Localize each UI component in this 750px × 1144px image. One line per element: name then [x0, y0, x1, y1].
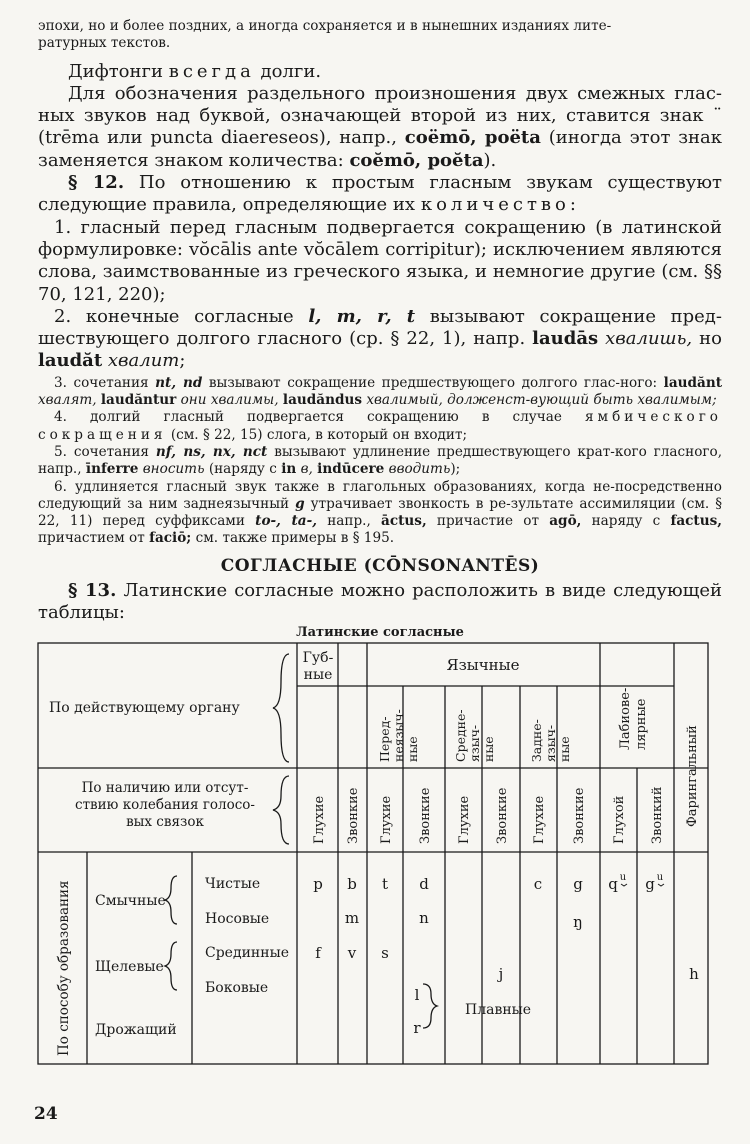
- text: но: [699, 328, 722, 350]
- header-by-manner: По способу образования: [56, 880, 72, 1057]
- paragraph-continued: [38, 18, 722, 53]
- latin-word: īnferre: [85, 461, 139, 478]
- text: (см. § 22, 15) слога, в который он входит;: [170, 426, 468, 443]
- text: :: [569, 194, 576, 216]
- text-line: ратурных текстов.: [38, 35, 171, 52]
- header-front-lingual: ные: [405, 736, 420, 763]
- paragraph-trema: [38, 83, 722, 172]
- text: (наряду с: [208, 461, 277, 478]
- voiced-label: Звонкие: [346, 787, 361, 845]
- consonant-cell: l: [414, 986, 420, 1005]
- consonant-superscript: u: [619, 872, 627, 884]
- consonant-table: [37, 642, 709, 1066]
- voicing-labels: [312, 787, 665, 844]
- header-voicing: вых связок: [126, 814, 204, 831]
- latin-word: agō,: [549, 513, 582, 530]
- latin-word: laudās: [532, 328, 599, 350]
- consonant-cell: v: [347, 944, 357, 963]
- text: );: [450, 461, 461, 478]
- text: 5. сочетания: [54, 443, 149, 460]
- consonant-cell: r: [413, 1019, 421, 1038]
- section-number: § 12.: [68, 172, 125, 194]
- header-front-lingual: Перед-: [377, 716, 392, 763]
- row-stops: Смычные: [95, 893, 166, 910]
- text: Дифтонги: [68, 60, 163, 82]
- consonant-cell: h: [689, 965, 699, 984]
- consonant-cell: s: [381, 944, 389, 963]
- header-labiovelar: лярные: [634, 698, 649, 751]
- voiced-label: Звонкие: [418, 787, 433, 845]
- voiceless-label: Глухие: [312, 796, 327, 845]
- consonant-cell: c: [533, 875, 543, 894]
- text: ;: [179, 350, 186, 372]
- rule-2: [38, 306, 722, 373]
- consonant-cell: d: [419, 875, 429, 894]
- gloss: вводить: [388, 461, 451, 478]
- latin-word: coĕmō, poĕta: [349, 149, 484, 171]
- latin-word: indūcere: [317, 461, 385, 478]
- header-labiovelar: [618, 688, 649, 750]
- voiced-label: Звонкий: [650, 786, 665, 845]
- page-number: 24: [34, 1104, 58, 1124]
- letters: nf, ns, nx, nct: [155, 443, 268, 460]
- text: вызывают сокращение пред-шествующего долгого гласного (ср. § 22, 1), напр.: [38, 305, 722, 350]
- spaced-word: всегда: [168, 60, 255, 82]
- header-mid-lingual: ные: [481, 736, 496, 763]
- text: см. также примеры в § 195.: [195, 530, 395, 547]
- consonant-cell: m: [344, 909, 360, 928]
- text: Латинские согласные можно расположить в виде следующей таблицы:: [38, 579, 723, 624]
- letters: nt, nd: [155, 374, 203, 391]
- text: 4. долгий гласный подвергается сокращению в случае: [54, 409, 562, 426]
- paragraph-section-12: [38, 172, 722, 217]
- gloss: вносить: [142, 461, 205, 478]
- header-by-organ: По действующему органу: [49, 700, 240, 717]
- rule-4: [38, 409, 722, 444]
- gloss: хвалимый, долженст-вующий быть хвалимым;: [366, 392, 717, 409]
- gloss: хвалят,: [38, 392, 97, 409]
- section-number: § 13.: [68, 579, 117, 601]
- text: вызывают удлинение предшествующего крат-кого гласного, напр.,: [38, 443, 723, 478]
- text: По отношению к простым гласным звукам существуют следующие правила, определяющие их: [38, 172, 722, 216]
- header-mid-lingual: [453, 710, 496, 763]
- latin-word: laudăntur: [100, 392, 177, 409]
- text: причастием от: [38, 530, 145, 547]
- text: 2. конечные согласные: [54, 305, 294, 327]
- text: утрачивает звонкость в ре-зультате ассимиляции (см. § 22, 11) перед суффиксами: [38, 495, 722, 530]
- header-voicing: ствию колебания голосо-: [75, 797, 255, 814]
- letters: g: [295, 495, 305, 512]
- gloss: хвалит: [107, 350, 180, 372]
- row-median: Срединные: [205, 945, 289, 962]
- text: 3. сочетания: [54, 374, 149, 391]
- voiced-label: Звонкие: [572, 787, 587, 845]
- header-mid-lingual: языч-: [467, 725, 482, 763]
- row-fricatives: Щелевые: [95, 959, 164, 976]
- text: наряду с: [591, 513, 661, 530]
- voiceless-label: Глухие: [379, 796, 394, 845]
- paragraph-diphthongs: [38, 61, 722, 83]
- latin-word: coëmō, poëta: [404, 127, 541, 149]
- latin-word: factus,: [670, 513, 722, 530]
- text: причастие от: [436, 513, 540, 530]
- text: вызывают сокращение предшествующего долгого глас-ного:: [208, 374, 658, 391]
- spaced-word: количество: [420, 194, 570, 216]
- spaced-word: ямбического сокращения: [38, 409, 722, 443]
- voiceless-label: Глухие: [532, 796, 547, 845]
- header-back-lingual: ные: [557, 736, 572, 763]
- row-trill: Дрожащий: [95, 1022, 177, 1039]
- text: ).: [483, 149, 497, 171]
- section-heading: СОГЛАСНЫЕ (CŌNSONANTĒS): [220, 555, 540, 576]
- text: (иногда этот знак заменяется знаком количества:: [38, 127, 722, 171]
- header-back-lingual: [529, 719, 572, 762]
- voiceless-label: Глухой: [612, 795, 627, 845]
- header-labial: Губ-: [302, 650, 334, 667]
- header-front-lingual: неязыч-: [391, 709, 406, 763]
- table-caption: Латинские согласные: [296, 625, 464, 641]
- rule-5: [38, 444, 722, 479]
- header-voicing: По наличию или отсут-: [81, 780, 249, 797]
- row-lateral: Боковые: [205, 980, 269, 997]
- letters: l, m, r, t: [308, 305, 416, 327]
- rule-6: [38, 479, 722, 548]
- text: Для обозначения раздельного произношения двух смежных глас-ных звуков над буквой, означающей второй из них, ставится знак ¨ (trēma или puncta diaereseos), напр.,: [38, 82, 722, 149]
- row-nasal: Носовые: [205, 911, 270, 928]
- consonant-cell: n: [419, 909, 429, 928]
- voiceless-label: Глухие: [457, 796, 472, 845]
- text-line: эпохи, но и более поздних, а иногда сохраняется и в нынешних изданиях лите-: [38, 18, 612, 34]
- consonant-cell: f: [315, 944, 321, 963]
- consonant-cell: t: [381, 875, 389, 894]
- page: [38, 18, 722, 1066]
- text: 6. удлиняется гласный звук также в глагольных образованиях, когда не-посредственно следующий за ним заднеязычный: [38, 478, 722, 512]
- consonant-cell: j: [498, 965, 504, 984]
- rule-1: 1. гласный перед гласным подвергается сокращению (в латинской формулировке: vŏcālis ante vŏcālem corripitur); исключением являются слова, заимствованные из греческого языка, и немногие другие (см. §§ 70, 121, 220);: [38, 216, 722, 305]
- header-lingual: Язычные: [446, 656, 520, 675]
- header-labiovelar: Лабиове-: [618, 687, 633, 751]
- latin-word: faciō;: [149, 530, 192, 547]
- header-back-lingual: языч-: [543, 725, 558, 763]
- row-pure: Чистые: [205, 876, 261, 893]
- latin-word: laudăt: [38, 350, 103, 372]
- text: напр.,: [327, 513, 371, 530]
- text: долги.: [260, 60, 322, 82]
- gloss: в,: [300, 461, 313, 478]
- consonant-cell: b: [347, 875, 357, 894]
- header-pharyngeal: Фарингальный: [685, 725, 700, 828]
- header-back-lingual: Задне-: [529, 719, 544, 763]
- latin-word: laudăndus: [282, 392, 363, 409]
- gloss: хвалишь,: [605, 328, 693, 350]
- suffixes: to-, ta-,: [255, 513, 317, 530]
- consonant-cell: ŋ: [573, 913, 583, 932]
- voiced-label: Звонкие: [495, 787, 510, 845]
- consonant-superscript: u: [656, 872, 664, 884]
- consonant-cell: q: [608, 875, 618, 894]
- latin-word: laudănt: [663, 374, 722, 391]
- gloss: они хвалимы,: [180, 392, 279, 409]
- consonant-table-grid: [37, 642, 709, 1066]
- paragraph-section-13: [38, 580, 722, 625]
- rule-3: [38, 375, 722, 410]
- latin-word: āctus,: [381, 513, 427, 530]
- latin-word: in: [281, 461, 297, 478]
- consonant-cell: g: [645, 875, 655, 894]
- header-labial: ные: [303, 667, 333, 684]
- labiovelar-marks: [621, 884, 664, 886]
- header-mid-lingual: Средне-: [453, 709, 468, 763]
- header-front-lingual: [377, 709, 420, 762]
- consonant-cell: g: [573, 875, 583, 894]
- liquids-label: Плавные: [465, 1002, 532, 1019]
- consonant-cell: p: [313, 875, 323, 894]
